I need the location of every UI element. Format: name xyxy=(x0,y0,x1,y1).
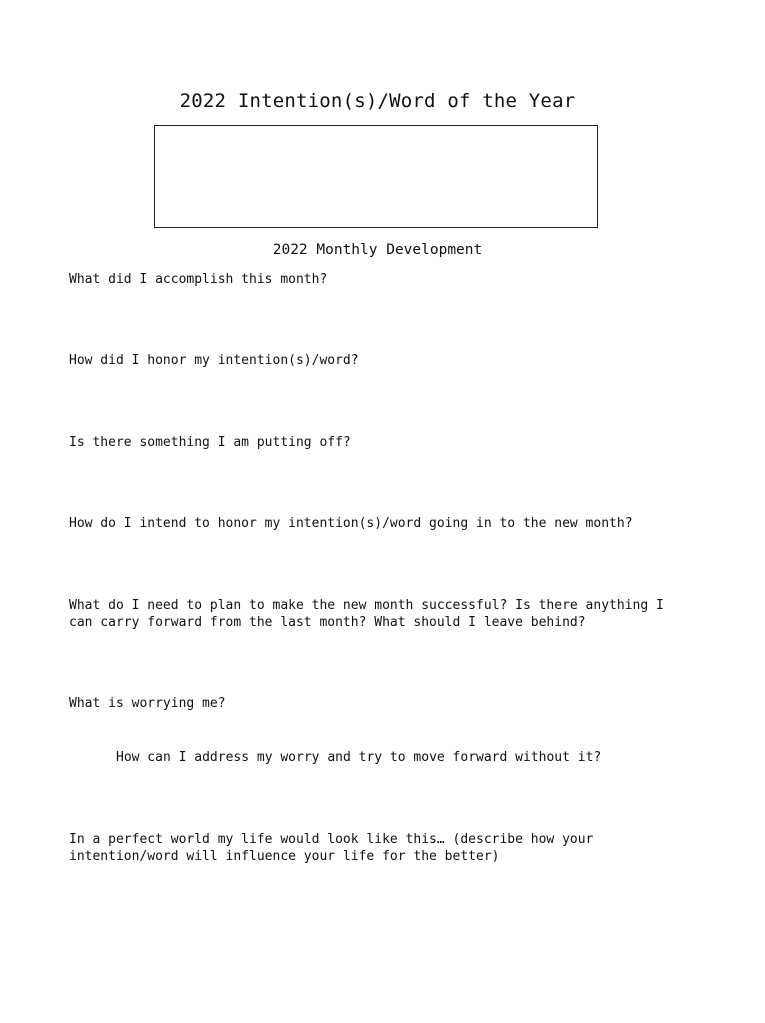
question-line: How can I address my worry and try to move forward without it? xyxy=(116,750,602,765)
question-line: What do I need to plan to make the new month successful? Is there anything I xyxy=(69,598,664,613)
question-address-worry xyxy=(116,749,601,766)
question-line: In a perfect world my life would look like this… (describe how your xyxy=(69,832,594,847)
question-worrying xyxy=(69,695,226,712)
question-line: can carry forward from the last month? What should I leave behind? xyxy=(69,615,586,630)
question-honor xyxy=(69,352,359,369)
question-line: How do I intend to honor my intention(s)/word going in to the new month? xyxy=(69,516,633,531)
question-line: How did I honor my intention(s)/word? xyxy=(69,353,359,368)
question-intend xyxy=(69,515,633,532)
section-subtitle: 2022 Monthly Development xyxy=(272,242,483,258)
question-plan xyxy=(69,597,664,631)
question-line: What did I accomplish this month? xyxy=(69,272,328,287)
intention-box[interactable] xyxy=(154,125,598,228)
page-title: 2022 Intention(s)/Word of the Year xyxy=(179,90,576,112)
question-perfect-world xyxy=(69,831,593,865)
question-line: Is there something I am putting off? xyxy=(69,435,351,450)
question-line: intention/word will influence your life for the better) xyxy=(69,849,500,864)
question-accomplish xyxy=(69,271,327,288)
question-putting-off xyxy=(69,434,351,451)
question-line: What is worrying me? xyxy=(69,696,226,711)
